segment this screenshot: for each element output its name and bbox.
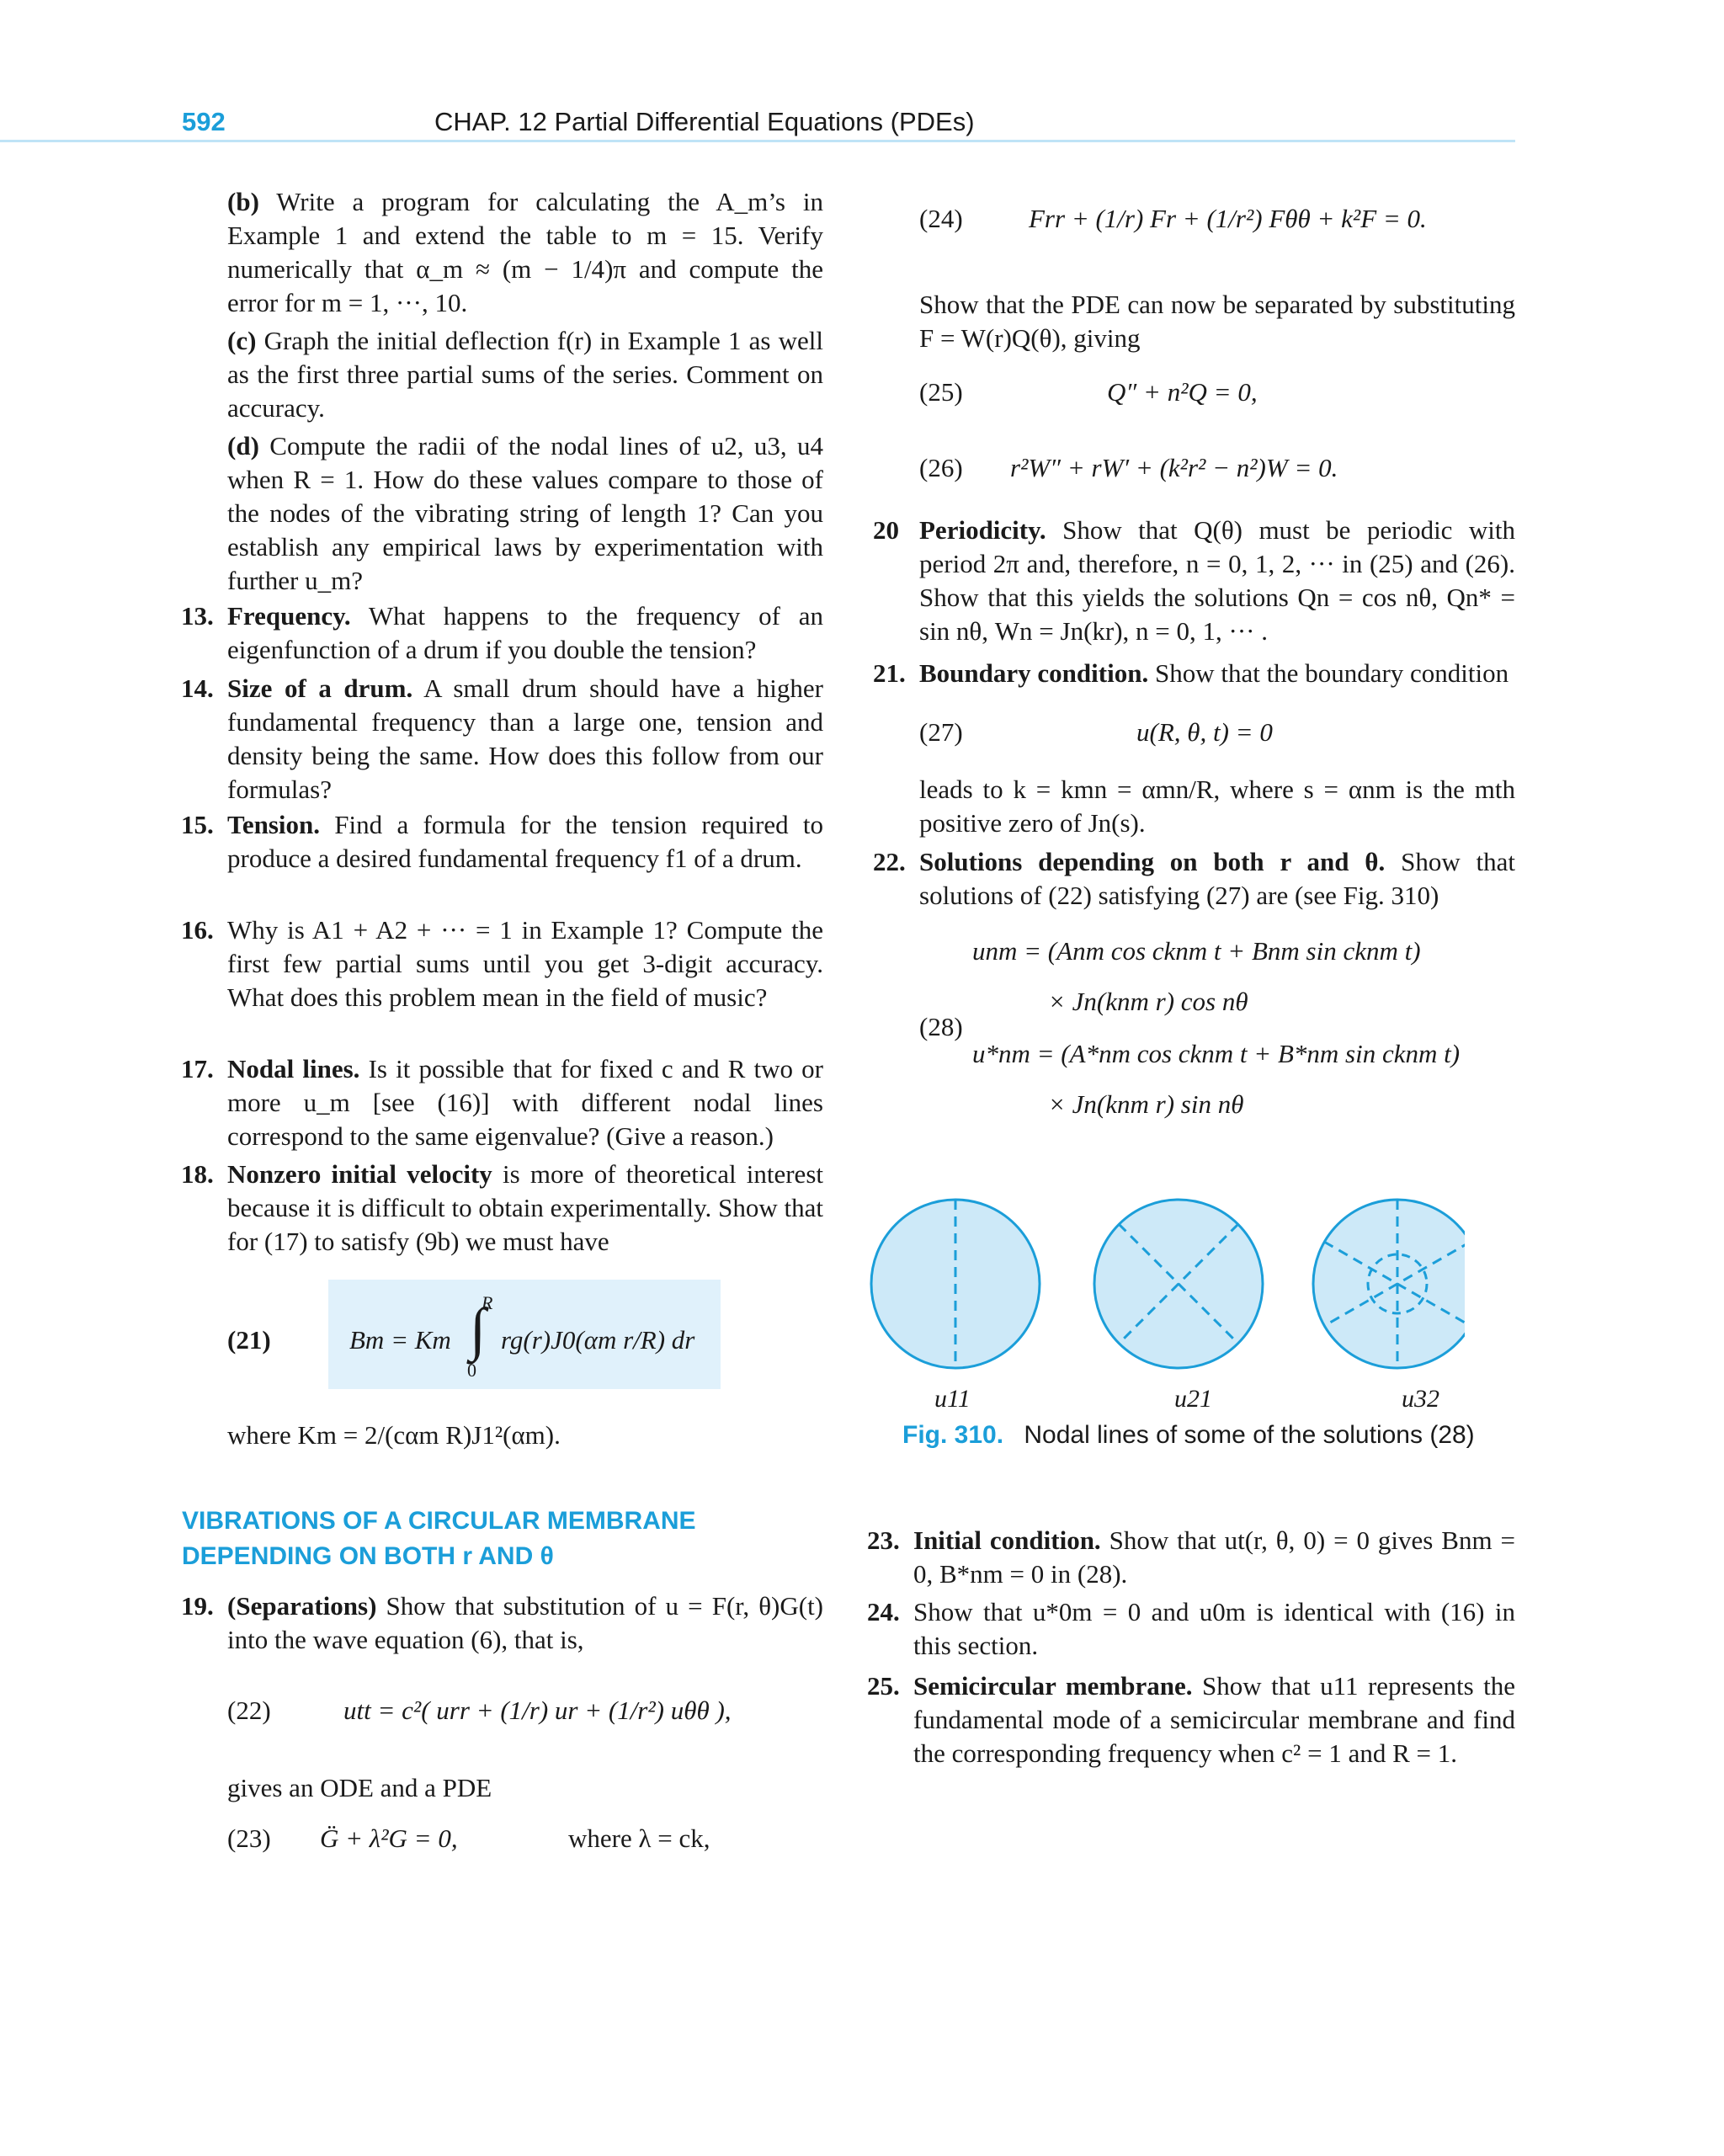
title-14: Size of a drum. (227, 673, 413, 703)
figure-caption-text: Nodal lines of some of the solutions (28) (1024, 1421, 1475, 1449)
problem-15 (181, 808, 824, 876)
num-25: 25. (867, 1671, 900, 1701)
label-d: (d) (227, 431, 259, 460)
text-25: Show that u11 represents the fundamental mode of a semicircular membrane and find the corresponding frequency when c² = 1 and R = 1. (913, 1671, 1516, 1768)
num-15: 15. (181, 810, 214, 839)
problem-17 (181, 1052, 824, 1153)
eq25-label: (25) (919, 377, 963, 407)
membrane-u21 (1094, 1200, 1263, 1368)
eq28-line1: unm = (Anm cos cknm t + Bnm sin cknm t) (972, 936, 1421, 966)
num-21: 21. (873, 658, 906, 688)
problem-14 (181, 672, 823, 807)
figure-310 (859, 1187, 1465, 1406)
text-c: Graph the initial deflection f(r) in Example 1 as well as the first three partial sums of the series. Comment on accuracy. (227, 326, 823, 423)
title-15: Tension. (227, 810, 320, 839)
eq21-label: (21) (227, 1325, 271, 1355)
title-23: Initial condition. (913, 1525, 1101, 1555)
problem-22 (873, 845, 1516, 913)
num-19: 19. (181, 1591, 214, 1621)
num-20: 20 (873, 515, 899, 545)
problem-13 (181, 599, 823, 667)
text-22: Show that solutions of (22) satisfying (27) are (see Fig. 310) (919, 847, 1516, 910)
eq28-line4: × Jn(knm r) sin nθ (1048, 1089, 1244, 1119)
text-17: Is it possible that for fixed c and R two or more u_m [see (16)] with different nodal lines correspond to the same eigenvalue? (Give a reason.) (227, 1054, 824, 1151)
title-19: (Separations) (227, 1591, 377, 1621)
page-number: 592 (182, 107, 226, 136)
text-23: Show that ut(r, θ, 0) = 0 gives Bnm = 0, B*nm = 0 in (28). (913, 1525, 1516, 1589)
title-25: Semicircular membrane. (913, 1671, 1193, 1701)
label-c: (c) (227, 326, 257, 355)
problem-23 (867, 1524, 1516, 1591)
eq22-label: (22) (227, 1696, 271, 1725)
problem-12d (227, 429, 823, 598)
eq24-label: (24) (919, 204, 963, 233)
eq22-body: utt = c²( urr + (1/r) ur + (1/r²) uθθ ), (343, 1696, 732, 1725)
fig-label-u11: u11 (934, 1385, 971, 1413)
text-15: Find a formula for the tension required to produce a desired fundamental frequency f1 of a drum. (227, 810, 824, 873)
section-title-line2: DEPENDING ON BOTH r AND θ (182, 1542, 554, 1570)
problem-25 (867, 1669, 1516, 1770)
eq21-lower: 0 (467, 1360, 476, 1381)
problem-12c (227, 324, 823, 425)
title-18: Nonzero initial velocity (227, 1159, 492, 1189)
figure-caption-label: Fig. 310. (902, 1421, 1004, 1449)
eq27-label: (27) (919, 717, 963, 747)
text-16: Why is A1 + A2 + ··· = 1 in Example 1? Compute the first few partial sums until you get 3-digit accuracy. What does this problem mean in the field of music? (227, 915, 823, 1012)
title-17: Nodal lines. (227, 1054, 360, 1083)
problem-19 (181, 1589, 824, 1657)
title-20: Periodicity. (919, 515, 1046, 545)
text-24: Show that u*0m = 0 and u0m is identical with (16) in this section. (913, 1597, 1515, 1660)
eq21-upper: R (482, 1292, 493, 1313)
num-23: 23. (867, 1525, 900, 1555)
membrane-circle-u32 (1313, 1200, 1465, 1368)
num-17: 17. (181, 1054, 214, 1083)
num-14: 14. (181, 673, 214, 703)
text-19: Show that substitution of u = F(r, θ)G(t) into the wave equation (6), that is, (227, 1591, 824, 1654)
text-21: Show that the boundary condition (1154, 658, 1509, 688)
problem-20 (873, 514, 1515, 648)
fig-label-u32: u32 (1402, 1385, 1439, 1413)
eq21-integrand: rg(r)J0(αm r/R) dr (501, 1325, 695, 1355)
text-18: is more of theoretical interest because it is difficult to obtain experimentally. Show that for (17) to satisfy (9b) we must have (227, 1159, 823, 1256)
eq23-label: (23) (227, 1823, 271, 1853)
eq26-label: (26) (919, 453, 963, 482)
eq21-lhs: Bm = Km (349, 1325, 451, 1355)
figure-caption (902, 1419, 1475, 1452)
eq28-line2: × Jn(knm r) cos nθ (1048, 987, 1248, 1016)
where-21: where Km = 2/(cαm R)J1²(αm). (227, 1420, 561, 1450)
problem-18 (181, 1158, 823, 1259)
text-14: A small drum should have a higher fundamental frequency than a large one, tension and density being the same. How does this follow from our formulas? (227, 673, 823, 804)
running-head: CHAP. 12 Partial Differential Equations (PDEs) (434, 107, 975, 136)
leads-text: leads to k = kmn = αmn/R, where s = αnm is the mth positive zero of Jn(s). (919, 775, 1515, 838)
num-16: 16. (181, 915, 214, 945)
eq28-line3: u*nm = (A*nm cos cknm t + B*nm sin cknm t) (972, 1039, 1461, 1068)
label-b: (b) (227, 187, 259, 216)
problem-16 (181, 913, 823, 1014)
num-24: 24. (867, 1597, 900, 1626)
eq26-body: r²W″ + rW′ + (k²r² − n²)W = 0. (1010, 453, 1338, 482)
eq28-label: (28) (919, 1012, 963, 1041)
eq23-body: G̈ + λ²G = 0, (320, 1823, 458, 1853)
eq25-body: Q″ + n²Q = 0, (1107, 377, 1258, 407)
eq23-where: where λ = ck, (568, 1823, 710, 1853)
text-d: Compute the radii of the nodal lines of u2, u3, u4 when R = 1. How do these values compare to those of the nodes of the vibrating string of length 1? Can you establish any empirical laws by experimentation with further u_m? (227, 431, 824, 595)
header-rule (0, 140, 1515, 142)
problem-21 (873, 657, 1515, 690)
ode-pde-text: gives an ODE and a PDE (227, 1773, 492, 1802)
text-13: What happens to the frequency of an eigenfunction of a drum if you double the tension? (227, 601, 823, 664)
separation-text: Show that the PDE can now be separated by substituting F = W(r)Q(θ), giving (919, 290, 1515, 353)
problem-24 (867, 1595, 1515, 1663)
section-title-line1: VIBRATIONS OF A CIRCULAR MEMBRANE (182, 1507, 696, 1535)
num-13: 13. (181, 601, 214, 631)
text-b: Write a program for calculating the A_m’s in Example 1 and extend the table to m = 15. Verify numerically that α_m ≈ (m − 1/4)π and compute the error for m = 1, ···, 10. (227, 187, 823, 317)
text-20: Show that Q(θ) must be periodic with period 2π and, therefore, n = 0, 1, 2, ··· in (25) and (26). Show that this yields the solutions Qn = cos nθ, Qn* = sin nθ, Wn = Jn(kr), n = 0, 1, ··· . (919, 515, 1515, 646)
eq21-box (328, 1280, 721, 1389)
num-18: 18. (181, 1159, 214, 1189)
title-21: Boundary condition. (919, 658, 1149, 688)
membrane-u11 (871, 1200, 1040, 1368)
integral-sign: ∫ (470, 1297, 487, 1362)
title-22: Solutions depending on both r and θ. (919, 847, 1386, 876)
num-22: 22. (873, 847, 906, 876)
eq24-body: Frr + (1/r) Fr + (1/r²) Fθθ + k²F = 0. (1029, 204, 1427, 233)
membrane-u32 (1313, 1200, 1465, 1368)
problem-12b (227, 185, 823, 320)
eq27-body: u(R, θ, t) = 0 (1136, 717, 1273, 747)
title-13: Frequency. (227, 601, 351, 631)
fig-label-u21: u21 (1174, 1385, 1212, 1413)
